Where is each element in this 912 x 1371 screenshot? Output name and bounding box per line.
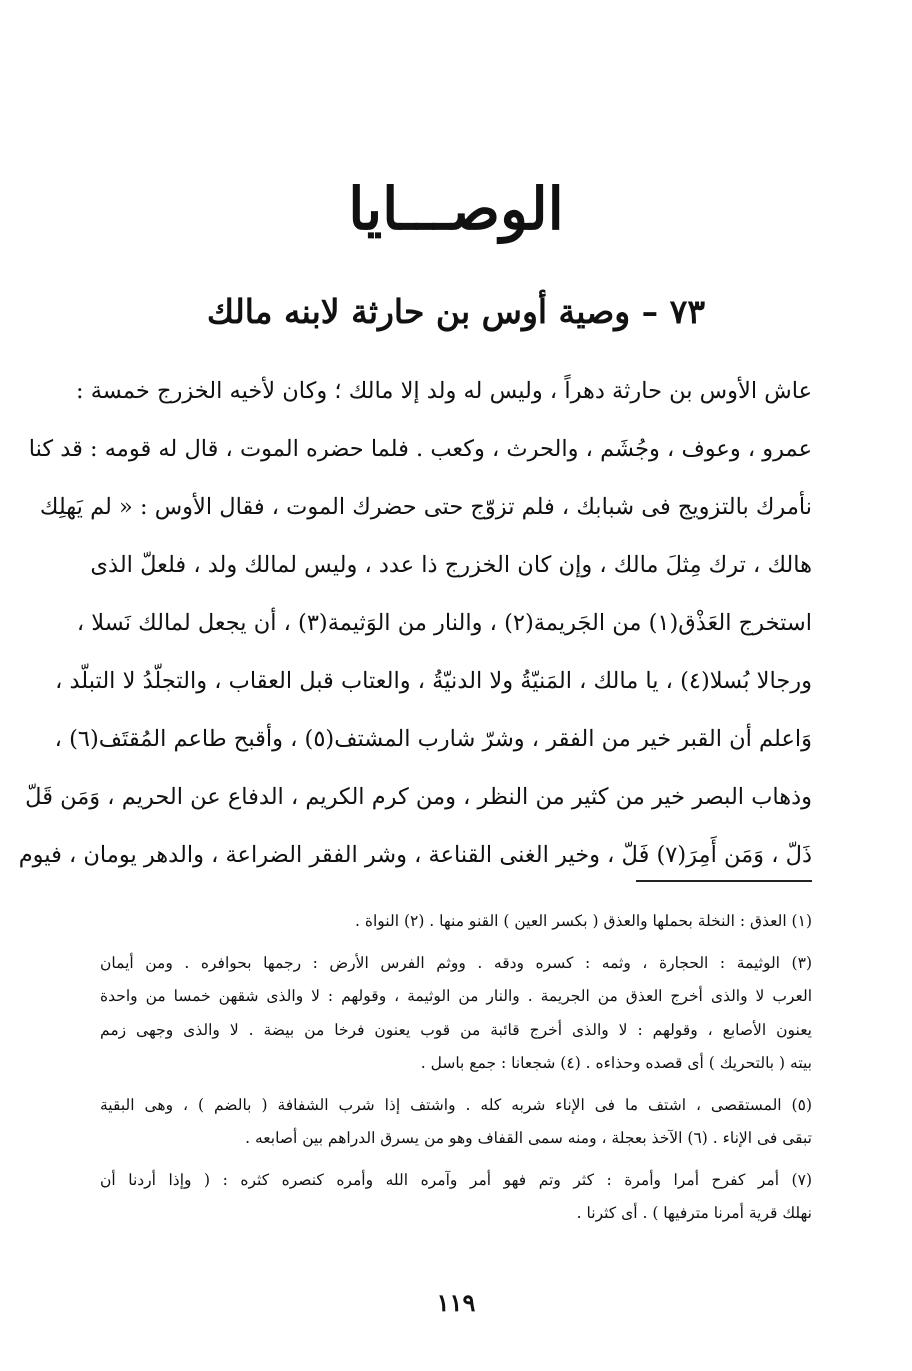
- footnote-line: يعنون الأصابع ، وقولهم : لا والذى أخرج قائبة من قوب يعنون فرخا من بيضة . لا والذى وجهى زمم: [100, 1020, 812, 1039]
- footnote-line: بيته ( بالتحريك ) أى قصده وحذاءه . (٤) شجعانا : جمع باسل .: [420, 1054, 812, 1072]
- footnote-line: العرب لا والذى أخرج العذق من الجريمة . والنار من الوثيمة ، وقولهم : لا والذى شقهن خمسا من واحدة: [100, 987, 812, 1005]
- footnote-group: [100, 1089, 812, 1156]
- footnote-separator: [636, 880, 812, 882]
- footnote-line: نهلك قرية أمرنا مترفيها ) . أى كثرنا .: [576, 1204, 812, 1222]
- page-number: ١١٩: [436, 1288, 476, 1317]
- footnote-line: (١) العذق : النخلة بحملها والعذق ( بكسر العين ) القنو منها . (٢) النواة .: [355, 912, 812, 930]
- text-line: عاش الأوس بن حارثة دهراً ، وليس له ولد إلا مالك ؛ وكان لأخيه الخزرج خمسة :: [76, 378, 812, 404]
- chapter-heading: الوصـــايا: [348, 175, 564, 243]
- footnotes: [100, 905, 812, 1231]
- footnote-group: [100, 1164, 812, 1231]
- footnote-line: (٣) الوثيمة : الحجارة ، وثمه : كسره ودقه . ووثم الفرس الأرض : رجمها بحوافره . ومن أيمان: [100, 953, 812, 972]
- footnote-group: [100, 905, 812, 939]
- text-line: استخرج العَذْق(١) من الجَريمة(٢) ، والنار من الوَثيمة(٣) ، أن يجعل لمالك نَسلا ،: [76, 610, 812, 636]
- footnote-line: (٧) أمر كفرح أمرا وأمرة : كثر وتم فهو أمر وآمره الله وأمره كنصره كثره : ( وإذا أردنا أن: [100, 1170, 812, 1189]
- footnote-group: [100, 947, 812, 1081]
- text-line: ذَلّ ، وَمَن أَمِرَ(٧) فَلّ ، وخير الغنى القناعة ، وشر الفقر الضراعة ، والدهر يومان ، فيوم: [18, 842, 812, 868]
- text-line: عمرو ، وعوف ، وجُشَم ، والحرث ، وكعب . فلما حضره الموت ، قال له قومه : قد كنا: [28, 436, 812, 462]
- main-text: [18, 362, 812, 884]
- text-line: هالك ، ترك مِثلَ مالك ، وإن كان الخزرج ذا عدد ، وليس لمالك ولد ، فلعلّ الذى: [90, 552, 812, 578]
- text-line: وَاعلم أن القبر خير من الفقر ، وشرّ شارب المشتف(٥) ، وأقبح طاعم المُقتَف(٦) ،: [54, 726, 812, 752]
- text-line: ورجالا بُسلا(٤) ، يا مالك ، المَنيّةُ ولا الدنيّةُ ، والعتاب قبل العقاب ، والتجلّدُ لا التبلّد ،: [55, 668, 812, 694]
- text-line: نأمرك بالتزويج فى شبابك ، فلم تزوّج حتى حضرك الموت ، فقال الأوس : « لم يَهلِك: [39, 494, 812, 520]
- footnote-line: تبقى فى الإناء . (٦) الآخذ بعجلة ، ومنه سمى القفاف وهو من يسرق الدراهم بين أصابعه .: [245, 1129, 812, 1147]
- section-title: ٧٣ – وصية أوس بن حارثة لابنه مالك: [206, 292, 706, 331]
- text-line: وذهاب البصر خير من كثير من النظر ، ومن كرم الكريم ، الدفاع عن الحريم ، وَمَن قَلّ: [25, 784, 812, 810]
- footnote-line: (٥) المستقصى ، اشتف ما فى الإناء شربه كله . واشتف إذا شرب الشفافة ( بالضم ) ، وهى البقية: [100, 1095, 812, 1114]
